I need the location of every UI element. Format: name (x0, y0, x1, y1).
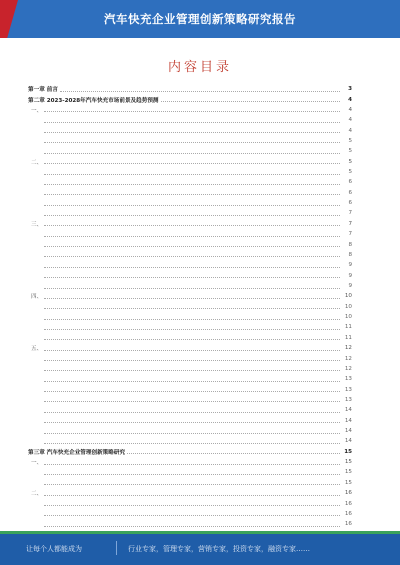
toc-entry-page: 3 (348, 86, 352, 93)
toc-entry[interactable] (28, 219, 352, 229)
toc-entry[interactable] (28, 416, 352, 426)
toc-entry-page: 6 (348, 189, 352, 196)
toc-entry[interactable] (28, 384, 352, 394)
toc-entry[interactable] (28, 302, 352, 312)
toc-leader-dots (44, 401, 340, 402)
toc-entry[interactable] (28, 84, 352, 94)
toc-entry[interactable] (28, 343, 352, 353)
toc-leader-dots (44, 142, 340, 143)
toc-leader-dots (44, 184, 340, 185)
toc-entry[interactable] (28, 105, 352, 115)
report-title: 汽车快充企业管理创新策略研究报告 (104, 12, 296, 26)
toc-entry-text: 三、 (31, 221, 43, 228)
toc-leader-dots (44, 422, 340, 423)
toc-entry[interactable] (28, 436, 352, 446)
toc-leader-dots (44, 163, 340, 164)
toc-entry[interactable] (28, 157, 352, 167)
toc-entry-page: 5 (348, 137, 352, 144)
toc-leader-dots (44, 277, 340, 278)
toc-entry[interactable] (28, 353, 352, 363)
toc-entry[interactable] (28, 467, 352, 477)
toc-entry-page: 4 (348, 106, 352, 113)
toc-entry[interactable] (28, 322, 352, 332)
toc-leader-dots (44, 236, 340, 237)
toc-entry-page: 7 (348, 220, 352, 227)
toc-leader-dots (44, 412, 340, 413)
toc-entry-page: 4 (348, 127, 352, 134)
toc-entry-page: 4 (348, 117, 352, 124)
toc-entry-page: 4 (348, 96, 352, 103)
toc-leader-dots (44, 433, 340, 434)
footer-slogan: 让每个人都能成为 (26, 545, 82, 553)
toc-leader-dots (44, 194, 340, 195)
toc-entry-page: 8 (348, 241, 352, 248)
footer-green-stripe (0, 531, 400, 534)
toc-leader-dots (44, 515, 340, 516)
toc-entry[interactable] (28, 125, 352, 135)
toc-entry[interactable] (28, 250, 352, 260)
toc-entry-page: 16 (344, 500, 352, 507)
toc-entry-page: 13 (344, 396, 352, 403)
toc-entry-page: 12 (344, 355, 352, 362)
toc-entry-page: 9 (348, 272, 352, 279)
toc-entry-page: 6 (348, 200, 352, 207)
toc-entry-page: 14 (344, 407, 352, 414)
toc-leader-dots (44, 484, 340, 485)
footer-bar (0, 531, 400, 565)
toc-leader-dots (44, 132, 340, 133)
footer-divider (116, 541, 117, 555)
toc-entry-page: 9 (348, 283, 352, 289)
toc-entry[interactable] (28, 208, 352, 218)
toc-entry[interactable] (28, 229, 352, 239)
toc-leader-dots (44, 391, 340, 392)
toc-leader-dots (44, 122, 340, 123)
toc-entry-text: 一、 (31, 107, 43, 114)
toc-leader-dots (44, 370, 340, 371)
toc-leader-dots (161, 101, 340, 102)
toc-leader-dots (127, 453, 340, 454)
toc-entry[interactable] (28, 177, 352, 187)
toc-entry-page: 16 (344, 490, 352, 497)
toc-leader-dots (44, 246, 340, 247)
toc-entry[interactable] (28, 478, 352, 488)
toc-entry-page: 6 (348, 179, 352, 186)
toc-entry[interactable] (28, 115, 352, 125)
toc-entry-page: 7 (348, 210, 352, 217)
toc-entry-text: 第三章 汽车快充企业管理创新策略研究 (28, 449, 126, 456)
toc-leader-dots (44, 381, 340, 382)
toc-list (28, 84, 352, 528)
toc-leader-dots (44, 267, 340, 268)
toc-leader-dots (44, 153, 340, 154)
toc-leader-dots (44, 350, 340, 351)
toc-entry-page: 5 (348, 169, 352, 176)
toc-entry-page: 5 (348, 158, 352, 165)
header-bar (0, 0, 400, 38)
toc-leader-dots (44, 329, 340, 330)
toc-leader-dots (60, 91, 340, 92)
toc-entry[interactable] (28, 333, 352, 343)
toc-leader-dots (44, 443, 340, 444)
toc-leader-dots (44, 298, 340, 299)
toc-entry[interactable] (28, 312, 352, 322)
toc-leader-dots (44, 464, 340, 465)
toc-entry-page: 14 (344, 417, 352, 424)
toc-entry-page: 15 (344, 479, 352, 486)
toc-entry-page: 15 (344, 459, 352, 466)
toc-entry-text: 一、 (31, 460, 43, 467)
toc-entry[interactable] (28, 136, 352, 146)
toc-entry[interactable] (28, 198, 352, 208)
toc-entry[interactable] (28, 426, 352, 436)
toc-entry-text: 四、 (31, 294, 43, 301)
toc-entry[interactable] (28, 281, 352, 291)
toc-entry-page: 7 (348, 231, 352, 238)
toc-entry-page: 10 (344, 293, 352, 300)
toc-leader-dots (44, 474, 340, 475)
toc-leader-dots (44, 505, 340, 506)
toc-entry-page: 12 (344, 345, 352, 352)
toc-entry-page: 5 (348, 148, 352, 155)
toc-leader-dots (44, 174, 340, 175)
toc-entry-text: 第二章 2023-2028年汽车快充市场前景及趋势预测 (28, 97, 159, 104)
toc-entry-page: 14 (344, 428, 352, 435)
toc-entry[interactable] (28, 519, 352, 529)
toc-entry[interactable] (28, 405, 352, 415)
toc-entry-page: 9 (348, 262, 352, 269)
toc-entry-text: 第一章 前言 (28, 87, 58, 94)
toc-leader-dots (44, 360, 340, 361)
toc-entry[interactable] (28, 447, 352, 457)
toc-entry[interactable] (28, 146, 352, 156)
toc-entry[interactable] (28, 364, 352, 374)
toc-leader-dots (44, 288, 340, 289)
toc-entry[interactable] (28, 260, 352, 270)
toc-entry-page: 13 (344, 376, 352, 383)
toc-leader-dots (44, 495, 340, 496)
toc-entry-page: 11 (344, 324, 352, 331)
toc-entry-page: 14 (344, 438, 352, 445)
toc-entry[interactable] (28, 94, 352, 104)
toc-title: 内容目录 (167, 60, 232, 75)
toc-entry[interactable] (28, 374, 352, 384)
toc-leader-dots (44, 339, 340, 340)
toc-leader-dots (44, 256, 340, 257)
toc-leader-dots (44, 225, 340, 226)
toc-leader-dots (44, 205, 340, 206)
toc-entry-page: 16 (344, 521, 352, 528)
toc-entry-page: 10 (344, 314, 352, 321)
toc-leader-dots (44, 111, 340, 112)
toc-entry[interactable] (28, 509, 352, 519)
toc-entry-text: 二、 (31, 159, 43, 166)
toc-entry-page: 15 (344, 448, 352, 455)
toc-entry-page: 16 (344, 510, 352, 517)
toc-leader-dots (44, 526, 340, 527)
toc-entry[interactable] (28, 188, 352, 198)
toc-entry-page: 15 (344, 469, 352, 476)
toc-entry[interactable] (28, 498, 352, 508)
toc-leader-dots (44, 215, 340, 216)
toc-entry[interactable] (28, 239, 352, 249)
footer-tagline: 行业专家，管理专家，营销专家，投资专家，融资专家…… (128, 545, 310, 553)
toc-entry[interactable] (28, 167, 352, 177)
toc-entry[interactable] (28, 270, 352, 280)
toc-entry[interactable] (28, 291, 352, 301)
toc-entry-page: 11 (344, 334, 352, 341)
toc-entry-page: 13 (344, 386, 352, 393)
toc-entry-page: 8 (348, 251, 352, 258)
toc-entry[interactable] (28, 457, 352, 467)
toc-entry-text: 五、 (31, 346, 43, 353)
toc-entry[interactable] (28, 395, 352, 405)
toc-entry-text: 二、 (31, 491, 43, 498)
toc-leader-dots (44, 308, 340, 309)
toc-entry-page: 12 (344, 365, 352, 372)
toc-entry-page: 10 (344, 303, 352, 310)
toc-entry[interactable] (28, 488, 352, 498)
toc-leader-dots (44, 319, 340, 320)
